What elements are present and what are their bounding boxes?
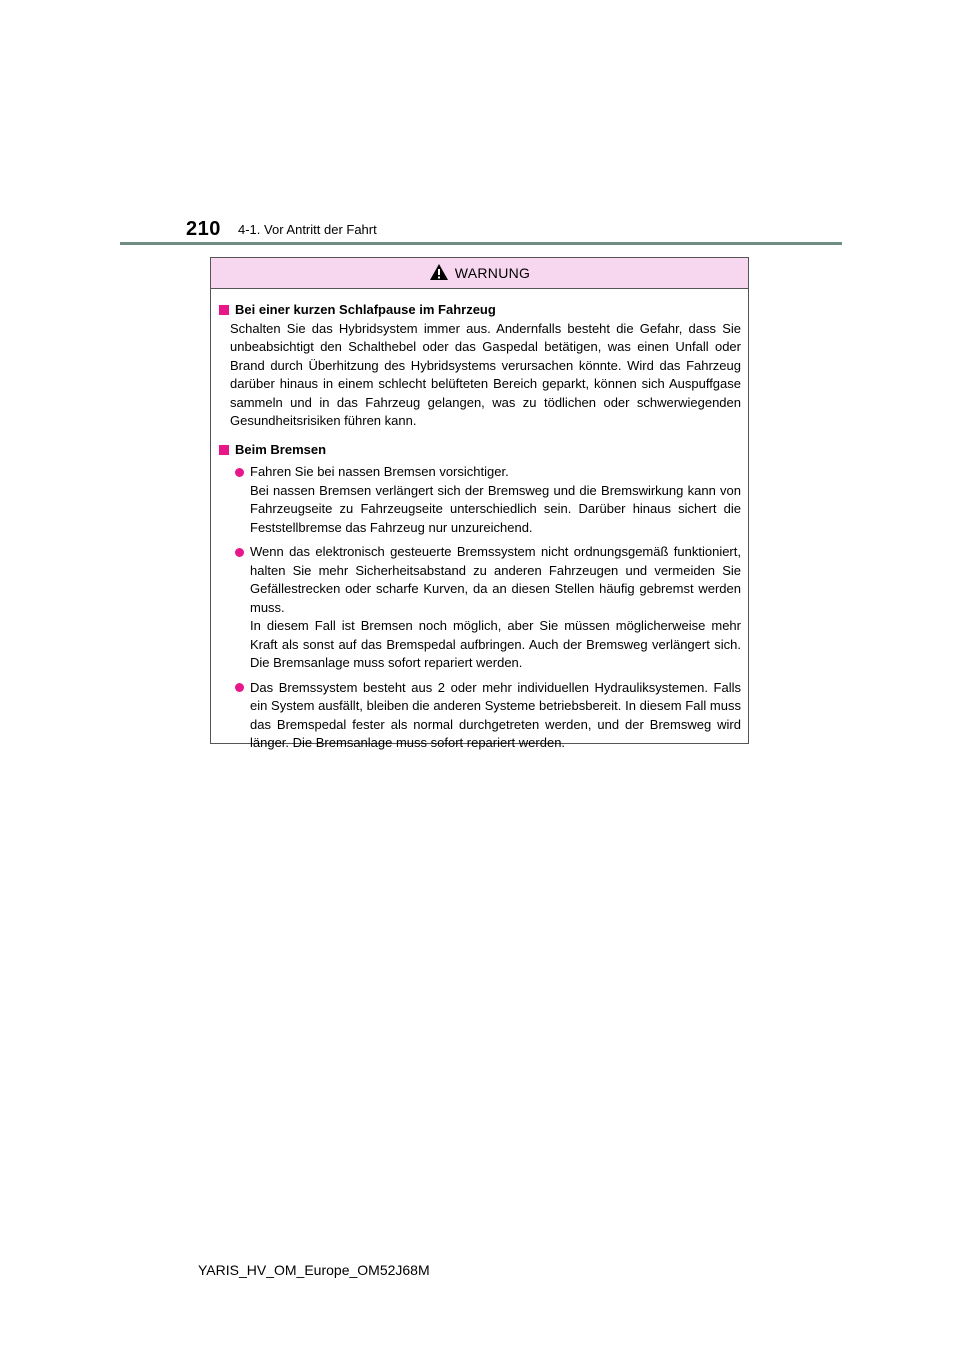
page-number: 210: [186, 218, 221, 240]
circle-bullet-icon: [235, 548, 244, 557]
warning-header: [211, 258, 748, 289]
section-title: 4-1. Vor Antritt der Fahrt: [238, 222, 377, 237]
square-bullet-icon: [219, 305, 229, 315]
warning-box: [210, 257, 749, 750]
circle-bullet-icon: [235, 683, 244, 692]
section-heading: [219, 301, 741, 320]
bullet-text: Fahren Sie bei nassen Bremsen vorsichtiger.: [250, 464, 509, 479]
header-rule: [120, 242, 842, 245]
warning-section-nap: [219, 301, 741, 431]
bullet-text: Wenn das elektronisch gesteuerte Bremssystem nicht ordnungsgemäß funktioniert, halten Sie mehr Sicherheitsabstand zu anderen Fahrzeugen und vermeiden Sie Gefällestrecken oder scharfe Kurven, da an diesen Stellen häufig gebremst werden muss.: [250, 544, 741, 615]
list-item: [219, 543, 741, 673]
footer-doc-id: YARIS_HV_OM_Europe_OM52J68M: [198, 1262, 430, 1278]
bullet-text: Das Bremssystem besteht aus 2 oder mehr individuellen Hydrauliksystemen. Falls ein System ausfällt, bleiben die anderen Systeme betriebsbereit. In diesem Fall muss das Bremspedal fester als normal durchgetreten werden, und der Bremsweg wird länger. Die Bremsanlage muss sofort repariert werden.: [250, 679, 741, 750]
section-heading-text: Bei einer kurzen Schlafpause im Fahrzeug: [235, 302, 496, 317]
circle-bullet-icon: [235, 468, 244, 477]
square-bullet-icon: [219, 445, 229, 455]
bullet-text: In diesem Fall ist Bremsen noch möglich, aber Sie müssen möglicherweise mehr Kraft als sonst auf das Bremspedal aufbringen. Auch der Bremsweg verlängert sich. Die Bremsanlage muss sofort repariert werden.: [250, 618, 741, 670]
warning-triangle-icon: [429, 263, 449, 281]
warning-title: WARNUNG: [454, 265, 531, 281]
section-paragraph: Schalten Sie das Hybridsystem immer aus. Andernfalls besteht die Gefahr, dass Sie unbeabsichtigt den Schalthebel oder das Gaspedal betätigen, was einen Unfall oder Brand durch Überhitzung des Hybridsystems verursachen könnte. Wird das Fahrzeug darüber hinaus in einem schlecht belüfteten Bereich geparkt, können sich Auspuffgase sammeln und in das Fahrzeug gelangen, was zu tödlichen oder schwerwiegenden Gesundheitsrisiken führen kann.: [230, 320, 741, 428]
warning-body: [211, 289, 748, 753]
warning-section-braking: [219, 441, 741, 753]
section-heading-text: Beim Bremsen: [235, 441, 327, 457]
list-item: [219, 679, 741, 753]
bullet-text: Bei nassen Bremsen verlängert sich der Bremsweg und die Bremswirkung kann von Fahrzeugseite zu Fahrzeugseite unterschiedlich sein. Darüber hinaus sichert die Feststellbremse das Fahrzeug nur unzureichend.: [250, 482, 741, 535]
list-item: [219, 463, 741, 537]
section-heading: [219, 441, 741, 460]
